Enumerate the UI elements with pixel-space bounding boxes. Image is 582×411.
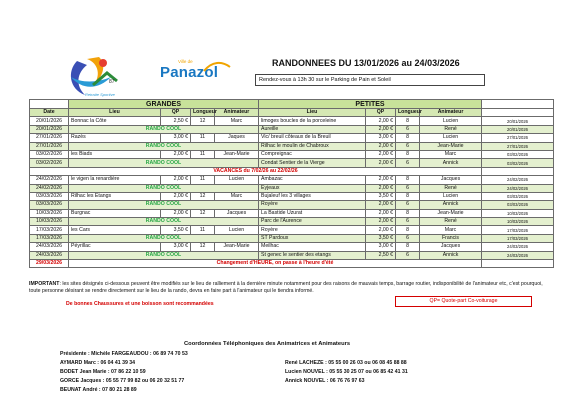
important-label: IMPORTANT <box>29 281 60 287</box>
row-date-right: 03/03/2026 <box>482 201 554 209</box>
row-date: 20/01/2026 <box>30 117 69 125</box>
column-header-row <box>30 109 554 117</box>
grandes-lieu: Razès <box>69 134 161 142</box>
grandes-longueur: 12 <box>191 209 215 217</box>
row-date: 27/01/2026 <box>30 134 69 142</box>
petites-qp: 3,50 € <box>366 234 396 242</box>
petites-longueur: 6 <box>396 218 420 226</box>
rando-cool-label: RANDO COOL <box>69 125 259 133</box>
petites-longueur: 6 <box>396 184 420 192</box>
col-date: Date <box>30 109 69 117</box>
petites-longueur: 6 <box>396 125 420 133</box>
contact-left-1: BODET Jean Marie : 07 86 22 10 59 <box>60 369 146 375</box>
petites-longueur: 8 <box>396 117 420 125</box>
col-p-lieu: Lieu <box>259 109 366 117</box>
grandes-lieu: Burgnac <box>69 209 161 217</box>
rando-cool-label: RANDO COOL <box>69 251 259 259</box>
petites-qp: 2,00 € <box>366 125 396 133</box>
petites-longueur: 8 <box>396 243 420 251</box>
row-date: 17/03/2026 <box>30 226 69 234</box>
grandes-longueur: 12 <box>191 243 215 251</box>
petites-qp: 2,50 € <box>366 251 396 259</box>
col-p-animateur: Animateur <box>420 109 482 117</box>
row-date: 20/01/2026 <box>30 125 69 133</box>
row-empty-cell <box>482 260 554 268</box>
meeting-point-box: Rendez-vous à 13h 30 sur le Parking de Pain et Soleil <box>255 74 485 86</box>
petites-qp: 2,00 € <box>366 226 396 234</box>
group-header-row <box>30 100 554 109</box>
grandes-animateur: Jacques <box>215 209 259 217</box>
petites-lieu: ST Pardoux <box>259 234 366 242</box>
petites-qp: 2,00 € <box>366 184 396 192</box>
table-row <box>30 167 554 175</box>
contact-left-3: BEUNAT André : 07 80 21 28 89 <box>60 387 137 393</box>
row-date: 24/03/2026 <box>30 243 69 251</box>
petites-lieu: Condat Sentier de la Vierge <box>259 159 366 167</box>
row-date: 10/03/2026 <box>30 218 69 226</box>
group-petites: PETITES <box>259 100 482 109</box>
time-change-banner: Changement d'HEURE, on passe à l'heure d'été <box>69 260 482 268</box>
row-date: 03/02/2026 <box>30 150 69 158</box>
table-row <box>30 209 554 217</box>
grandes-animateur: Jaques <box>215 134 259 142</box>
petites-longueur: 8 <box>396 150 420 158</box>
table-row <box>30 142 554 150</box>
petites-longueur: 6 <box>396 234 420 242</box>
row-date: 24/02/2026 <box>30 184 69 192</box>
contact-left-0: AYMARD Marc : 06 04 41 39 34 <box>60 360 136 366</box>
grandes-lieu: le vigen la renardière <box>69 176 161 184</box>
logo-right-text: Panazol <box>160 64 219 81</box>
contact-right-0: René LACHEZE : 05 55 00 26 03 ou 06 08 45 88 88 <box>285 360 407 366</box>
row-date: 24/02/2026 <box>30 176 69 184</box>
petites-animateur: Lucien <box>420 192 482 200</box>
petites-lieu: Rilhac le moulin de Chabroux <box>259 142 366 150</box>
grandes-longueur: 11 <box>191 226 215 234</box>
petites-longueur: 6 <box>396 142 420 150</box>
petites-lieu: La Bastide Uzurat <box>259 209 366 217</box>
petites-longueur: 6 <box>396 159 420 167</box>
row-date: 24/03/2026 <box>30 251 69 259</box>
rando-cool-label: RANDO COOL <box>69 142 259 150</box>
petites-lieu: Compreignac <box>259 150 366 158</box>
grandes-animateur: Jean-Marie <box>215 150 259 158</box>
petites-animateur: Lucien <box>420 117 482 125</box>
rando-cool-label: RANDO COOL <box>69 234 259 242</box>
schedule-table <box>29 99 554 268</box>
row-date-right: 10/03/2026 <box>482 209 554 217</box>
rando-cool-label: RANDO COOL <box>69 218 259 226</box>
table-row <box>30 251 554 259</box>
grandes-qp: 3,00 € <box>161 134 191 142</box>
grandes-longueur: 12 <box>191 192 215 200</box>
row-date-right: 10/03/2026 <box>482 218 554 226</box>
grandes-qp: 2,00 € <box>161 209 191 217</box>
petites-animateur: Annick <box>420 201 482 209</box>
petites-animateur: Annick <box>420 159 482 167</box>
petites-longueur: 8 <box>396 209 420 217</box>
table-row <box>30 184 554 192</box>
important-note <box>29 281 553 295</box>
row-date-right: 17/03/2026 <box>482 226 554 234</box>
col-extra <box>482 109 554 117</box>
empty-band-cell <box>30 100 69 109</box>
petites-qp: 3,00 € <box>366 243 396 251</box>
petites-qp: 2,00 € <box>366 218 396 226</box>
petites-lieu: Meilhac <box>259 243 366 251</box>
petites-longueur: 8 <box>396 192 420 200</box>
row-empty-cell <box>482 167 554 175</box>
contact-right-1: Lucien NOUVEL : 05 55 30 25 07 ou 06 85 42 41 31 <box>285 369 408 375</box>
grandes-lieu: les Cars <box>69 226 161 234</box>
grandes-lieu: les Biads <box>69 150 161 158</box>
logo-right-small-text: Ville de <box>178 59 193 64</box>
col-p-qp: QP <box>366 109 396 117</box>
grandes-qp: 3,50 € <box>161 226 191 234</box>
table-row <box>30 192 554 200</box>
petites-qp: 3,00 € <box>366 134 396 142</box>
table-row <box>30 218 554 226</box>
grandes-longueur: 11 <box>191 150 215 158</box>
petites-longueur: 8 <box>396 134 420 142</box>
row-date: 03/02/2026 <box>30 159 69 167</box>
empty-band-cell-right <box>482 100 554 109</box>
petites-animateur: Marc <box>420 226 482 234</box>
petites-longueur: 6 <box>396 201 420 209</box>
petites-animateur: Lucien <box>420 134 482 142</box>
row-date-right: 03/02/2026 <box>482 150 554 158</box>
row-date-right: 03/03/2026 <box>482 192 554 200</box>
petites-qp: 2,00 € <box>366 209 396 217</box>
page-title: RANDONNEES DU 13/01/2026 au 24/03/2026 <box>272 58 460 68</box>
col-g-longueur: Longueur <box>191 109 215 117</box>
table-row <box>30 234 554 242</box>
panazol-logo <box>150 55 240 91</box>
petites-longueur: 8 <box>396 226 420 234</box>
retraite-sportive-logo <box>63 55 145 103</box>
svg-text:87: 87 <box>109 79 115 85</box>
grandes-qp: 2,00 € <box>161 192 191 200</box>
president-contact: Présidente : Michèle FARGEAUDOU : 06 89 74 70 53 <box>60 351 188 357</box>
grandes-qp: 2,00 € <box>161 150 191 158</box>
petites-qp: 2,00 € <box>366 150 396 158</box>
col-g-qp: QP <box>161 109 191 117</box>
row-date-right: 24/03/2026 <box>482 243 554 251</box>
row-date-right: 27/01/2026 <box>482 134 554 142</box>
petites-lieu: Aureille <box>259 125 366 133</box>
row-date-right: 20/01/2026 <box>482 117 554 125</box>
table-row <box>30 125 554 133</box>
grandes-qp: 3,00 € <box>161 243 191 251</box>
contacts-title: Coordonnées Téléphoniques des Animatrices et Animateurs <box>184 341 351 347</box>
table-row <box>30 159 554 167</box>
logo-left-text: Retraite Sportive <box>85 92 115 97</box>
grandes-lieu: Péyrillac <box>69 243 161 251</box>
row-date: 10/03/2026 <box>30 209 69 217</box>
petites-qp: 2,00 € <box>366 142 396 150</box>
grandes-longueur: 11 <box>191 176 215 184</box>
grandes-longueur: 12 <box>191 117 215 125</box>
col-g-animateur: Animateur <box>215 109 259 117</box>
rando-cool-label: RANDO COOL <box>69 184 259 192</box>
panazol-swoosh-icon <box>202 59 232 73</box>
table-row <box>30 226 554 234</box>
row-date-right: 24/03/2026 <box>482 251 554 259</box>
petites-animateur: Francis <box>420 234 482 242</box>
petites-qp: 2,00 € <box>366 117 396 125</box>
petites-lieu: Vic/ breuil côteaux de la Breuil <box>259 134 366 142</box>
grandes-animateur: Jean-Marie <box>215 243 259 251</box>
grandes-longueur: 11 <box>191 134 215 142</box>
petites-lieu: Ambazac <box>259 176 366 184</box>
petites-qp: 2,00 € <box>366 201 396 209</box>
petites-lieu: Eyjeaux <box>259 184 366 192</box>
petites-lieu: Royère <box>259 201 366 209</box>
petites-animateur: René <box>420 184 482 192</box>
row-date: 27/01/2026 <box>30 142 69 150</box>
contact-left-2: GORCE Jacques : 05 55 77 99 82 ou 06 20 32 51 77 <box>60 378 185 384</box>
grandes-animateur: Lucien <box>215 226 259 234</box>
petites-lieu: Parc de l'Aurence <box>259 218 366 226</box>
grandes-animateur: Lucien <box>215 176 259 184</box>
grandes-qp: 2,00 € <box>161 176 191 184</box>
petites-animateur: Jean-Marie <box>420 142 482 150</box>
grandes-lieu: Rilhac les Etangs <box>69 192 161 200</box>
petites-animateur: René <box>420 125 482 133</box>
row-date-right: 24/02/2026 <box>482 184 554 192</box>
grandes-lieu: Bonnac la Côte <box>69 117 161 125</box>
petites-lieu: limoges boucles de la porceleine <box>259 117 366 125</box>
table-row <box>30 201 554 209</box>
important-text: : les sites désignés ci-dessous peuvent être modifiés sur le lieu de ralliement à la dernière minute notamment pour des raisons de mauvais temps, barrage routier, indisponibilité de l'animateur etc, c'est pourquoi, toute personne désirant se rendre directement sur le lieu de la rando, devra en faire part à l'animateur qui le tiendra informé. <box>29 281 543 294</box>
petites-longueur: 6 <box>396 251 420 259</box>
rando-cool-label: RANDO COOL <box>69 159 259 167</box>
row-date-right: 27/01/2026 <box>482 142 554 150</box>
contact-right-2: Annick NOUVEL : 06 76 76 97 63 <box>285 378 365 384</box>
row-date-right: 20/01/2026 <box>482 125 554 133</box>
row-date: 03/03/2026 <box>30 201 69 209</box>
equipment-warning: De bonnes Chaussures et une boisson sont recommandées <box>66 301 214 307</box>
petites-lieu: St genec le sentier des etangs <box>259 251 366 259</box>
petites-lieu: Royère <box>259 226 366 234</box>
col-g-lieu: Lieu <box>69 109 161 117</box>
row-date-right: 03/02/2026 <box>482 159 554 167</box>
petites-qp: 2,00 € <box>366 159 396 167</box>
table-row <box>30 176 554 184</box>
row-date: 29/03/2026 <box>30 260 69 268</box>
table-row <box>30 260 554 268</box>
col-p-longueur: Longueur <box>396 109 420 117</box>
petites-animateur: Marc <box>420 150 482 158</box>
row-date-right: 24/02/2026 <box>482 176 554 184</box>
grandes-qp: 2,50 € <box>161 117 191 125</box>
petites-qp: 3,50 € <box>366 192 396 200</box>
row-date: 03/03/2026 <box>30 192 69 200</box>
vacation-banner: VACANCES du 7/02/26 au 22/02/26 <box>30 167 482 175</box>
petites-lieu: Bujaleuf les 3 villages <box>259 192 366 200</box>
table-row <box>30 150 554 158</box>
petites-animateur: Jacques <box>420 176 482 184</box>
petites-animateur: René <box>420 218 482 226</box>
grandes-animateur: Marc <box>215 117 259 125</box>
table-row <box>30 134 554 142</box>
petites-animateur: Annick <box>420 251 482 259</box>
table-row <box>30 117 554 125</box>
table-row <box>30 243 554 251</box>
qp-legend-box: QP= Quote-part Co-voiturage <box>395 296 532 307</box>
petites-animateur: Jacques <box>420 243 482 251</box>
rando-cool-label: RANDO COOL <box>69 201 259 209</box>
petites-qp: 2,00 € <box>366 176 396 184</box>
row-date-right: 17/03/2026 <box>482 234 554 242</box>
group-grandes: GRANDES <box>69 100 259 109</box>
petites-animateur: Jean-Marie <box>420 209 482 217</box>
row-date: 17/03/2026 <box>30 234 69 242</box>
grandes-animateur: Marc <box>215 192 259 200</box>
petites-longueur: 8 <box>396 176 420 184</box>
